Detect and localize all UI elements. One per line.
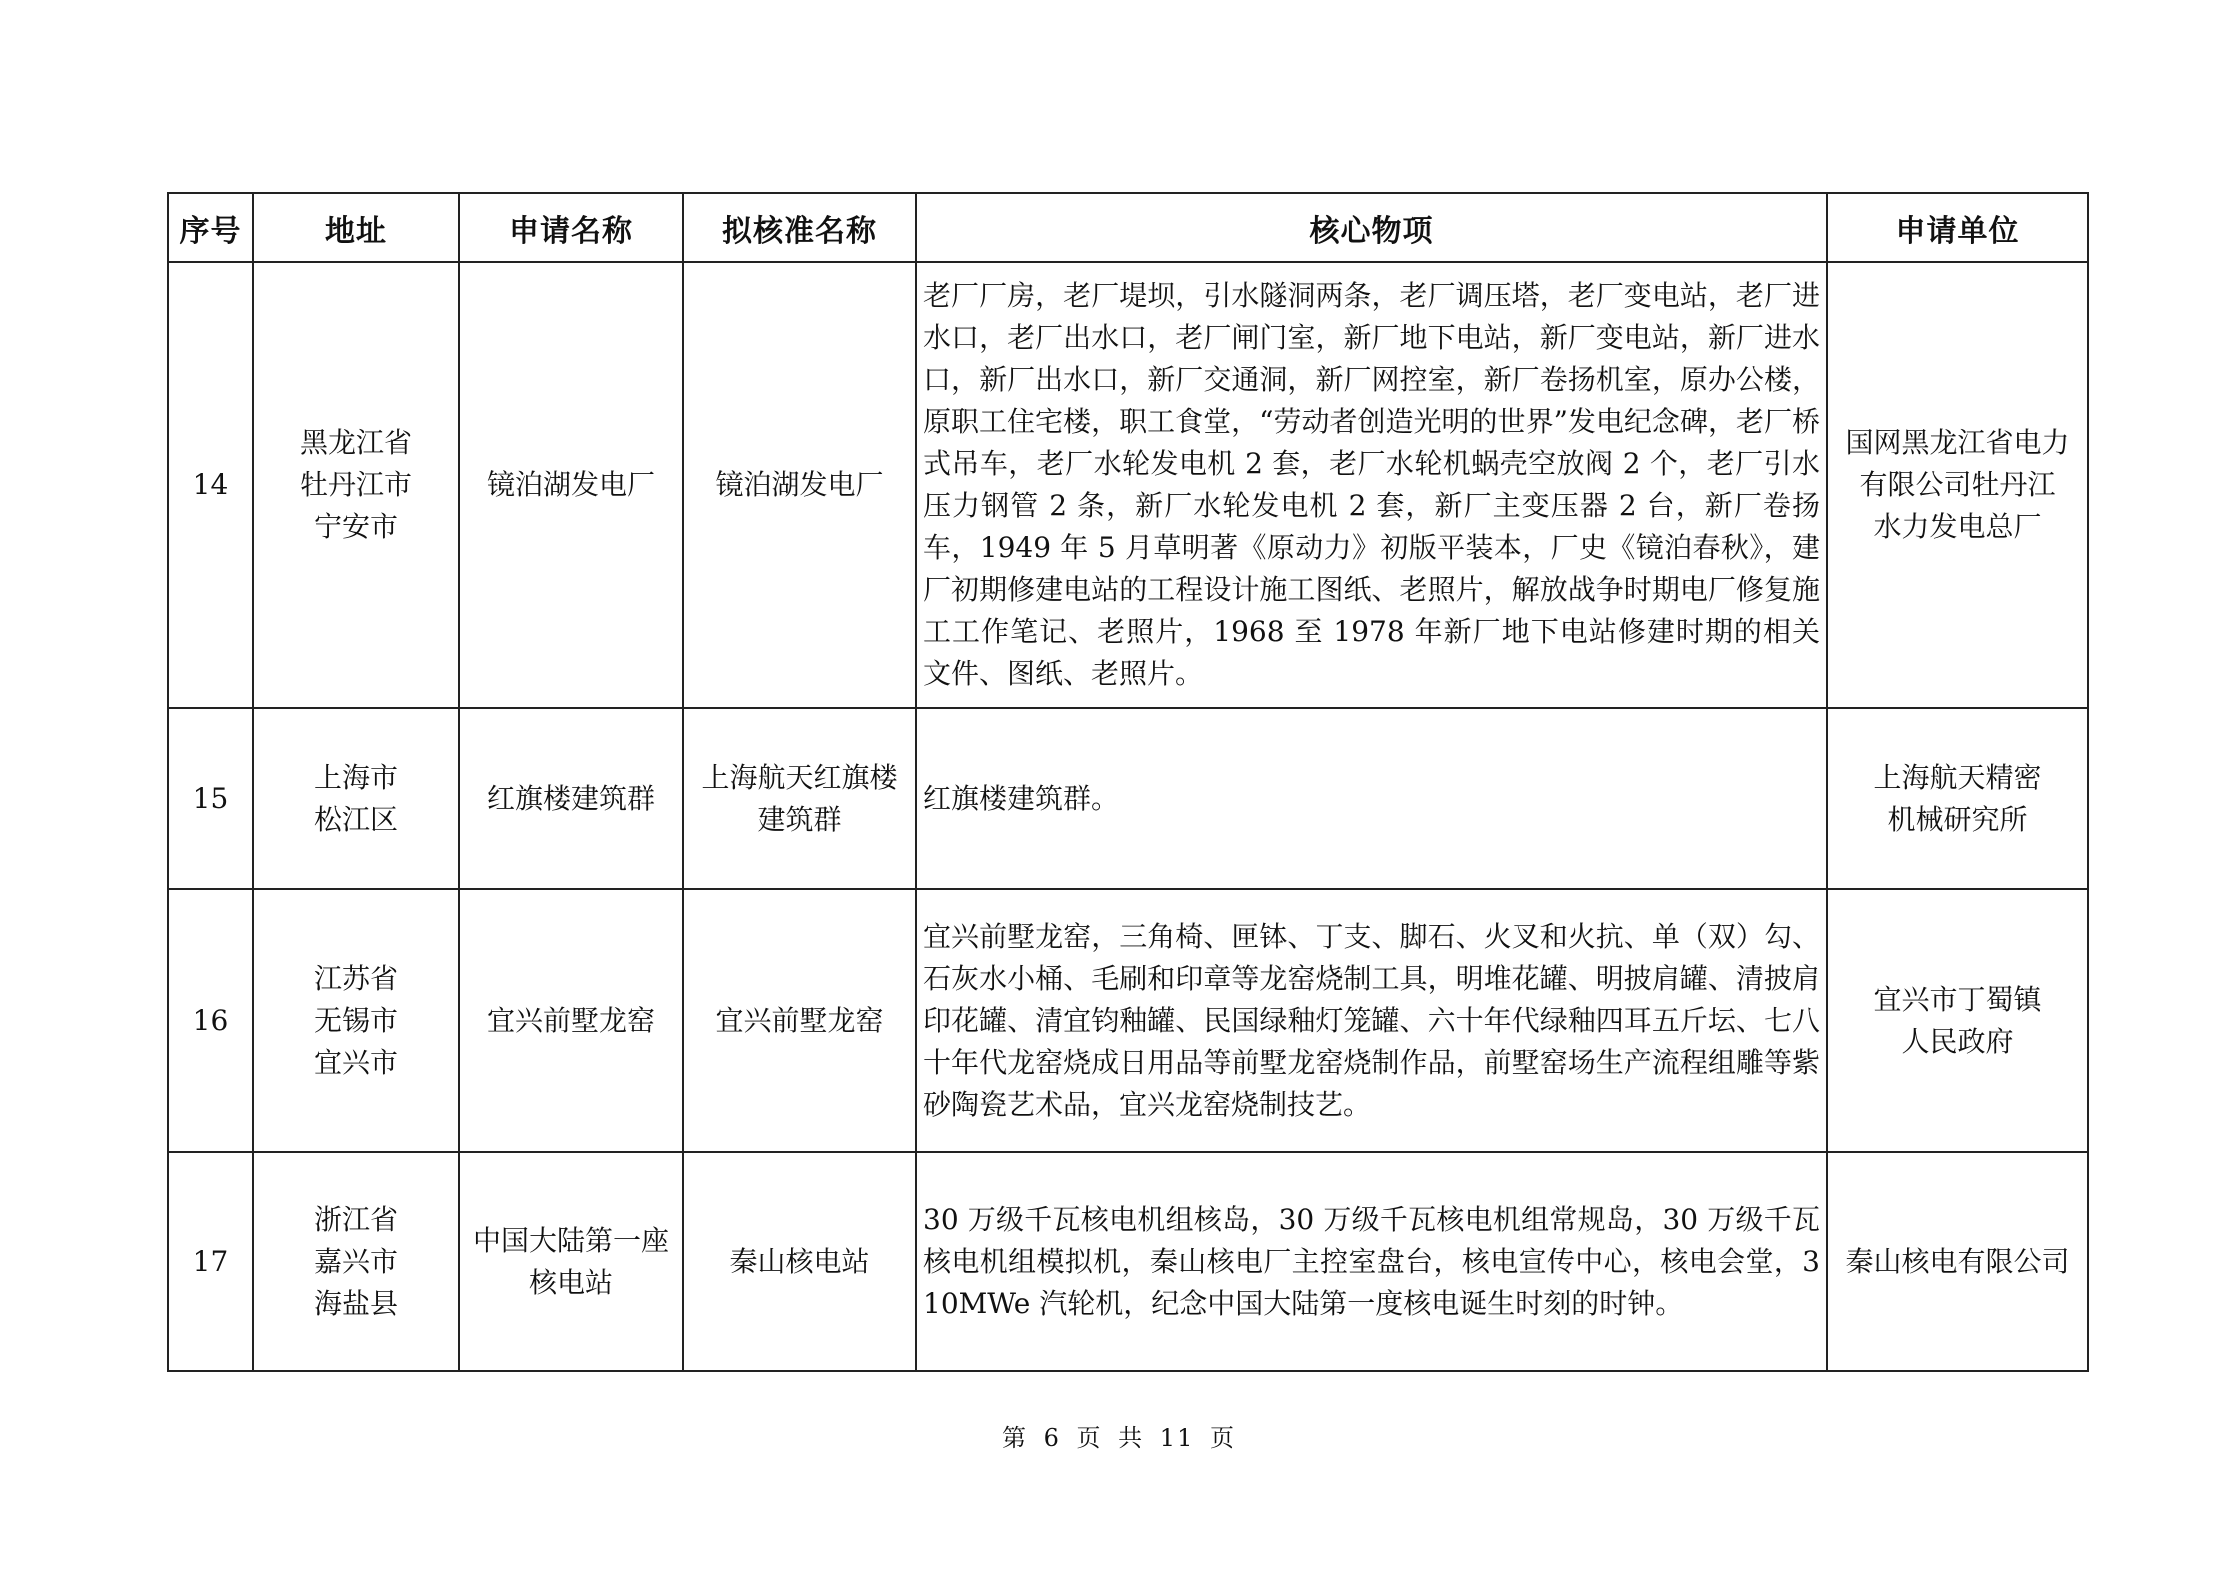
- approved-name-line: 秦山核电站: [729, 1244, 870, 1278]
- row-apply-unit: [1827, 708, 2088, 889]
- apply-name-line: 中国大陆第一座: [472, 1223, 669, 1257]
- row-approved-name: [683, 889, 916, 1152]
- row-number: 17: [168, 1152, 253, 1371]
- approved-name-line: 宜兴前墅龙窑: [715, 1003, 884, 1037]
- row-number: 15: [168, 708, 253, 889]
- page-footer: 第 6 页 共 11 页: [1002, 1424, 1236, 1452]
- row-apply-name: [459, 708, 683, 889]
- address-line: 上海市: [313, 760, 398, 794]
- row-core-items: 红旗楼建筑群。: [916, 708, 1827, 889]
- address-line: 牡丹江市: [299, 468, 412, 501]
- apply-name-line: 核电站: [528, 1265, 613, 1299]
- address-line: 嘉兴市: [313, 1244, 398, 1278]
- header-core-items: 核心物项: [916, 193, 1827, 262]
- address-line: 松江区: [313, 802, 398, 836]
- approved-name-line: 建筑群: [757, 802, 842, 836]
- row-apply-name: [459, 262, 683, 708]
- approved-name-line: 镜泊湖发电厂: [715, 468, 884, 501]
- row-address: [253, 1152, 459, 1371]
- address-line: 海盐县: [313, 1286, 398, 1320]
- address-line: 黑龙江省: [299, 426, 412, 459]
- row-number: 16: [168, 889, 253, 1152]
- address-line: 宜兴市: [313, 1045, 398, 1079]
- header-address: 地址: [253, 193, 459, 262]
- apply-name-line: 红旗楼建筑群: [486, 781, 655, 815]
- header-approved-name: 拟核准名称: [683, 193, 916, 262]
- unit-line: 机械研究所: [1887, 802, 2028, 836]
- row-core-items: 老厂厂房，老厂堤坝，引水隧洞两条，老厂调压塔，老厂变电站，老厂进水口，老厂出水口，老厂闸门室，新厂地下电站，新厂变电站，新厂进水口，新厂出水口，新厂交通洞，新厂网控室，新厂卷扬机室，原办公楼，原职工住宅楼，职工食堂，“劳动者创造光明的世界”发电纪念碑，老厂桥式吊车，老厂水轮发电机 2 套，老厂水轮机蜗壳空放阀 2 个，老厂引水压力钢管 2 条，新厂水轮发电机 2 套，新厂主变压器 2 台，新厂卷扬车，1949 年 5 月草明著《原动力》初版平装本，厂史《镜泊春秋》，建厂初期修建电站的工程设计施工图纸、老照片，解放战争时期电厂修复施工工作笔记、老照片，1968 至 1978 年新厂地下电站修建时期的相关文件、图纸、老照片。: [916, 262, 1827, 708]
- apply-name-line: 镜泊湖发电厂: [486, 468, 655, 501]
- unit-line: 宜兴市丁蜀镇: [1873, 982, 2042, 1016]
- row-apply-unit: [1827, 889, 2088, 1152]
- unit-line: 人民政府: [1901, 1024, 2014, 1058]
- address-line: 无锡市: [313, 1003, 398, 1037]
- row-core-items: 30 万级千瓦核电机组核岛，30 万级千瓦核电机组常规岛，30 万级千瓦核电机组模拟机，秦山核电厂主控室盘台，核电宣传中心，核电会堂，310MWe 汽轮机，纪念中国大陆第一度核电诞生时刻的时钟。: [916, 1152, 1827, 1371]
- row-address: [253, 262, 459, 708]
- table-row: [168, 1152, 2088, 1371]
- header-no: 序号: [168, 193, 253, 262]
- approved-name-line: 上海航天红旗楼: [701, 760, 898, 794]
- apply-name-line: 宜兴前墅龙窑: [486, 1003, 655, 1037]
- address-line: 江苏省: [313, 961, 398, 995]
- row-apply-name: [459, 1152, 683, 1371]
- unit-line: 水力发电总厂: [1873, 510, 2042, 543]
- table-row: [168, 889, 2088, 1152]
- address-line: 浙江省: [313, 1202, 398, 1236]
- unit-line: 有限公司牡丹江: [1859, 468, 2056, 501]
- row-address: [253, 708, 459, 889]
- unit-line: 秦山核电有限公司: [1845, 1244, 2070, 1278]
- row-apply-unit: [1827, 1152, 2088, 1371]
- row-apply-unit: [1827, 262, 2088, 708]
- table-row: [168, 262, 2088, 708]
- header-apply-unit: 申请单位: [1827, 193, 2088, 262]
- row-approved-name: [683, 1152, 916, 1371]
- row-approved-name: [683, 708, 916, 889]
- row-approved-name: [683, 262, 916, 708]
- unit-line: 国网黑龙江省电力: [1845, 426, 2070, 459]
- table-row: [168, 708, 2088, 889]
- row-number: 14: [168, 262, 253, 708]
- row-apply-name: [459, 889, 683, 1152]
- address-line: 宁安市: [313, 510, 398, 543]
- core-items-table: [167, 192, 2089, 1372]
- row-address: [253, 889, 459, 1152]
- table-header-row: [168, 193, 2088, 262]
- unit-line: 上海航天精密: [1873, 760, 2042, 794]
- header-apply-name: 申请名称: [459, 193, 683, 262]
- row-core-items: 宜兴前墅龙窑，三角椅、匣钵、丁支、脚石、火叉和火抗、单（双）勾、石灰水小桶、毛刷和印章等龙窑烧制工具，明堆花罐、明披肩罐、清披肩印花罐、清宜钧釉罐、民国绿釉灯笼罐、六十年代绿釉四耳五斤坛、七八十年代龙窑烧成日用品等前墅龙窑烧制作品，前墅窑场生产流程组雕等紫砂陶瓷艺术品，宜兴龙窑烧制技艺。: [916, 889, 1827, 1152]
